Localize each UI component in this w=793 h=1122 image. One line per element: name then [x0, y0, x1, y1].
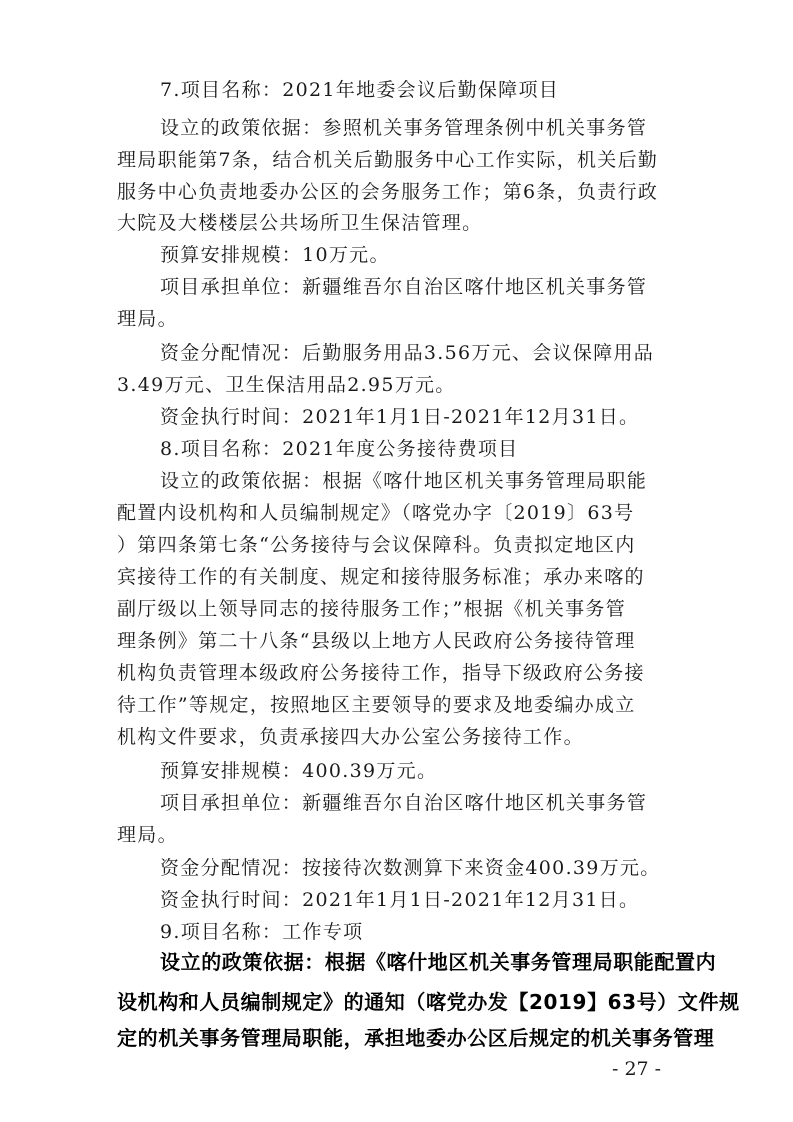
- text-line: 理条例》第二十八条“县级以上地方人民政府公务接待管理: [117, 630, 636, 652]
- page-number: - 27 -: [612, 1058, 662, 1080]
- text-line: 副厅级以上领导同志的接待服务工作；”根据《机关事务管: [117, 598, 627, 620]
- bold-text-line: 设机构和人员编制规定》的通知（喀党办发【2019】63号）文件规: [117, 990, 740, 1014]
- text-line: 服务中心负责地委办公区的会务服务工作；第6条，负责行政: [117, 181, 659, 203]
- text-line: 机构文件要求，负责承接四大办公室公务接待工作。: [117, 726, 584, 748]
- text-line: 机构负责管理本级政府公务接待工作，指导下级政府公务接: [117, 662, 645, 684]
- text-line: 项目承担单位：新疆维吾尔自治区喀什地区机关事务管: [160, 276, 648, 298]
- bold-text-line: 设立的政策依据：根据《喀什地区机关事务管理局职能配置内: [160, 950, 717, 974]
- text-line: ）第四条第七条“公务接待与会议保障科。负责拟定地区内: [117, 534, 636, 556]
- text-line: 配置内设机构和人员编制规定》（喀党办字〔2019〕63号: [117, 502, 635, 524]
- heading-item-9: 9.项目名称：工作专项: [160, 921, 364, 943]
- text-line: 设立的政策依据：根据《喀什地区机关事务管理局职能: [160, 470, 648, 492]
- text-line: 设立的政策依据：参照机关事务管理条例中机关事务管: [160, 117, 648, 139]
- execution-time-line: 资金执行时间：2021年1月1日-2021年12月31日。: [160, 889, 640, 911]
- text-line: 资金分配情况：后勤服务用品3.56万元、会议保障用品: [160, 342, 655, 364]
- bold-text-line: 定的机关事务管理局职能，承担地委办公区后规定的机关事务管理: [117, 1026, 715, 1050]
- text-line: 3.49万元、卫生保洁用品2.95万元。: [117, 374, 456, 396]
- heading-item-7: 7.项目名称：2021年地委会议后勤保障项目: [160, 79, 560, 101]
- heading-item-8: 8.项目名称：2021年度公务接待费项目: [160, 438, 519, 460]
- text-line: 项目承担单位：新疆维吾尔自治区喀什地区机关事务管: [160, 792, 648, 814]
- text-line: 待工作”等规定，按照地区主要领导的要求及地委编办成立: [117, 694, 636, 716]
- budget-line: 预算安排规模：10万元。: [160, 244, 390, 266]
- text-line: 理局。: [117, 308, 178, 330]
- text-line: 资金分配情况：按接待次数测算下来资金400.39万元。: [160, 857, 661, 879]
- text-line: 宾接待工作的有关制度、规定和接待服务标准；承办来喀的: [117, 566, 645, 588]
- text-line: 大院及大楼楼层公共场所卫生保洁管理。: [117, 212, 483, 234]
- text-line: 理局。: [117, 824, 178, 846]
- text-line: 理局职能第7条，结合机关后勤服务中心工作实际，机关后勤: [117, 149, 659, 171]
- budget-line: 预算安排规模：400.39万元。: [160, 760, 438, 782]
- execution-time-line: 资金执行时间：2021年1月1日-2021年12月31日。: [160, 406, 640, 428]
